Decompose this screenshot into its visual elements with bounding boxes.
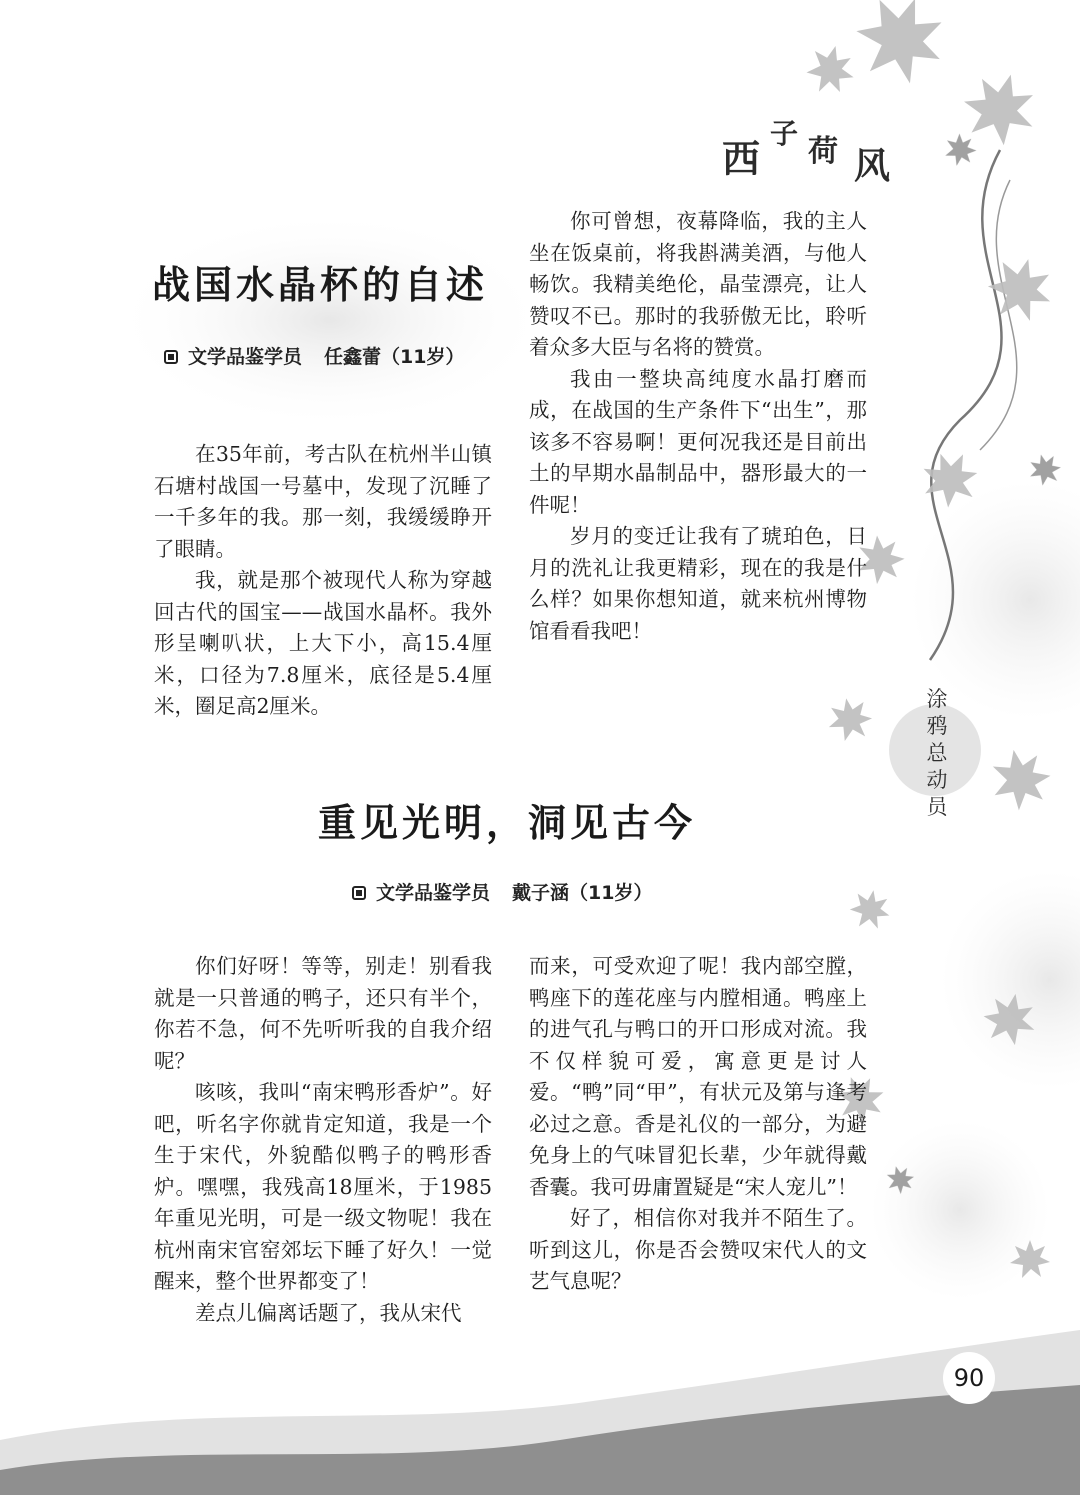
sidebar-label-char: 涂 [926, 687, 948, 711]
article2-paragraph: 咳咳，我叫“南宋鸭形香炉”。好吧，听名字你就肯定知道，我是一个生于宋代，外貌酷似鸭子的鸭形香炉。嘿嘿，我残高18厘米，于1985年重见光明，可是一级文物呢！我在杭州南宋官窑郊坛下睡了好久！一觉醒来，整个世界都变了！ [154, 1080, 492, 1293]
article1-byline-role: 文学品鉴学员 [188, 346, 303, 368]
article1-paragraph: 在35年前，考古队在杭州半山镇石塘村战国一号墓中，发现了沉睡了一千多年的我。那一刻，我缓缓睁开了眼睛。 [154, 442, 492, 561]
article2-byline-role: 文学品鉴学员 [376, 882, 491, 904]
page-number: 90 [943, 1352, 995, 1404]
article2-paragraph: 差点儿偏离话题了，我从宋代 [195, 1300, 462, 1325]
article2-right-column [529, 951, 867, 1298]
section-label-char-1: 西 [722, 137, 761, 181]
article1-byline-author: 任鑫蕾（11岁） [324, 346, 465, 368]
article2-paragraph: 好了，相信你对我并不陌生了。听到这儿，你是否会赞叹宋代人的文艺气息呢？ [529, 1206, 867, 1293]
section-label-char-3: 荷 [808, 134, 838, 169]
byline-marker-icon [352, 886, 366, 900]
article1-left-column [154, 439, 492, 723]
byline-marker-icon [164, 350, 178, 364]
article2-byline-author: 戴子涵（11岁） [512, 882, 653, 904]
section-label [722, 112, 912, 187]
article2-paragraph: 而来，可受欢迎了呢！我内部空膛，鸭座下的莲花座与内膛相通。鸭座上的进气孔与鸭口的开口形成对流。我不仅样貌可爱，寓意更是讨人爱。“鸭”同“甲”，有状元及第与逢考必过之意。香是礼仪的一部分，为避免身上的气味冒犯长辈，少年就得戴香囊。我可毋庸置疑是“宋人宠儿”！ [529, 954, 867, 1199]
article1-right-column [529, 206, 867, 647]
article1-paragraph: 我由一整块高纯度水晶打磨而成，在战国的生产条件下“出生”，那该多不容易啊！更何况我还是目前出土的早期水晶制品中，器形最大的一件呢！ [529, 366, 867, 517]
article1-paragraph: 我，就是那个被现代人称为穿越回古代的国宝——战国水晶杯。我外形呈喇叭状，上大下小，高15.4厘米，口径为7.8厘米，底径是5.4厘米，圈足高2厘米。 [154, 568, 492, 718]
sidebar-label-char: 员 [926, 795, 948, 819]
article1-paragraph: 岁月的变迁让我有了琥珀色，日月的洗礼让我更精彩，现在的我是什么样？如果你想知道，就来杭州博物馆看看我吧！ [529, 524, 867, 643]
article1-byline [164, 342, 464, 369]
article2-paragraph: 你们好呀！等等，别走！别看我就是一只普通的鸭子，还只有半个，你若不急，何不先听听我的自我介绍呢？ [154, 954, 492, 1073]
sidebar-label [910, 686, 964, 821]
sidebar-label-char: 动 [926, 768, 948, 792]
article2-title: 重见光明，洞见古今 [318, 801, 697, 845]
article2-left-column [154, 951, 492, 1329]
article2-byline [352, 878, 652, 905]
section-label-char-2: 子 [770, 117, 799, 150]
sidebar-label-char: 总 [926, 741, 948, 765]
article1-paragraph: 你可曾想，夜幕降临，我的主人坐在饭桌前，将我斟满美酒，与他人畅饮。我精美绝伦，晶莹漂亮，让人赞叹不已。那时的我骄傲无比，聆听着众多大臣与名将的赞赏。 [529, 209, 867, 359]
section-label-char-4: 风 [854, 146, 891, 187]
sidebar-label-char: 鸦 [926, 714, 948, 738]
article1-title: 战国水晶杯的自述 [152, 263, 489, 307]
